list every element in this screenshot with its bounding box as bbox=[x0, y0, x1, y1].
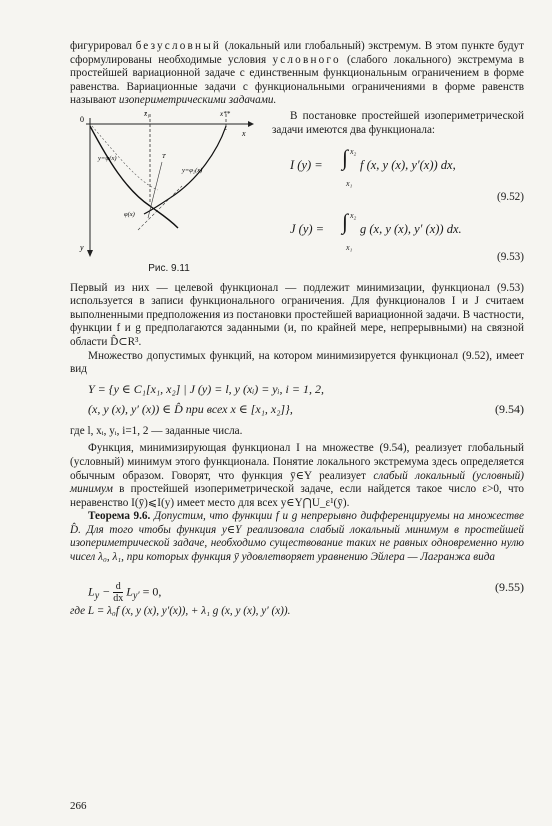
term-weak-local-min: слабый локальный (условный) минимум bbox=[70, 469, 524, 496]
label-curve-phi: y=φ₂(x) bbox=[182, 166, 203, 174]
paragraph-functionals: Первый из них — целевой функционал — подлежит минимизации, функционал (9.53) используется в записи функционального ограничения. Для функционалов I и J считаем выполненными предположения из постановки простейшей вариационной задачи. В частности, функции f и g предполагаются заданными (и, по крайней мере, непрерывными) на связной области D̂⊂R³. bbox=[70, 281, 524, 348]
euler-lagrange bbox=[88, 581, 161, 604]
formula-9-52-number-row bbox=[272, 191, 524, 207]
label-y: y bbox=[80, 242, 84, 252]
formula-9-53 bbox=[272, 211, 524, 251]
label-angle: φ(x) bbox=[124, 210, 135, 218]
page-body bbox=[70, 40, 524, 618]
fraction-denominator: dx bbox=[113, 592, 124, 604]
integral-lower: x₁ bbox=[346, 243, 353, 253]
label-xbar: x̄₁ bbox=[144, 109, 150, 118]
subscript: y′ bbox=[132, 590, 140, 602]
operator: − bbox=[99, 583, 114, 598]
text: (слабого локального) экстремума в простейшей вариационной задаче с единственным функциональным ограничением в форме равенства. Вариационные задачи с функциональными ограничениями в форме равенств называют bbox=[70, 53, 525, 107]
integral-lower: x₁ bbox=[346, 179, 353, 189]
figure-caption: Рис. 9.11 bbox=[148, 262, 190, 274]
eq-9-54-line1 bbox=[70, 381, 524, 401]
lagrangian-definition: где L = λ₀f (x, y (x), y′(x)), + λ₁ g (x, y (x), y′ (x)). bbox=[70, 604, 291, 617]
theorem-title: Теорема 9.6. bbox=[88, 510, 151, 523]
paragraph-definition bbox=[70, 442, 524, 510]
integral-upper: x₂ bbox=[350, 147, 357, 157]
subscript: y bbox=[94, 590, 100, 602]
paragraph-admissible: Множество допустимых функций, на котором минимизируется функционал (9.52), имеет вид bbox=[70, 349, 524, 376]
eq-line: (x, y (x), y′ (x)) ∈ D̂ при всех x ∈ [x₁, x₂]}, bbox=[88, 401, 293, 416]
tangent-line bbox=[138, 186, 182, 230]
equation-number: (9.55) bbox=[495, 579, 524, 594]
formula-9-52 bbox=[272, 147, 524, 191]
label-curve-psi: y=ψ(x) bbox=[98, 154, 117, 162]
intro-functionals: В постановке простейшей изопериметрической задачи имеются два функционала: bbox=[272, 109, 524, 136]
label-xstar: x** bbox=[220, 109, 231, 118]
fraction bbox=[113, 581, 123, 604]
formula-body: f (x, y (x), y′(x)) dx, bbox=[360, 158, 456, 173]
symbol: L bbox=[88, 583, 95, 598]
fraction-numerator: d bbox=[113, 581, 123, 593]
eq-line: Y = {y ∈ C₁[x₁, x₂] | J (y) = l, y (xᵢ) = yᵢ, i = 1, 2, bbox=[88, 381, 324, 396]
paragraph-given: где l, xᵢ, yᵢ, i=1, 2 — заданные числа. bbox=[70, 424, 243, 437]
text: в простейшей изопериметрической задаче, если найдется такое число ε>0, что неравенство I(ȳ)⩽I(y) имеет место для всех y∈Y⋂U_ε¹(ȳ). bbox=[70, 483, 524, 509]
integral-sign: ∫ bbox=[342, 145, 349, 171]
label-tick: T bbox=[162, 152, 166, 160]
symbol: L bbox=[123, 583, 133, 598]
right-column bbox=[268, 110, 524, 276]
equation-number: (9.54) bbox=[495, 401, 524, 416]
figure-9-11 bbox=[78, 110, 254, 260]
figure-row bbox=[70, 110, 524, 276]
integral-sign: ∫ bbox=[342, 209, 349, 235]
eq-9-55 bbox=[70, 573, 524, 603]
formula-9-53-number-row bbox=[272, 251, 524, 267]
text: фигурировал bbox=[70, 40, 132, 52]
paragraph-intro bbox=[70, 40, 524, 108]
theorem-9-6 bbox=[70, 510, 524, 564]
page-number: 266 bbox=[70, 800, 87, 812]
text: Функция, минимизирующая функционал I на множестве (9.54), реализует глобальный (условный) минимум этого функционала. Понятие локального экстремума здесь определяется обычным образом. Говорят, что функция ȳ∈Y реализует bbox=[70, 442, 524, 482]
theorem-text: Допустим, что функции f и g непрерывно дифференцируемы на множестве D̂. Для того чтобы функция y∈Y реализовала слабый локальный минимум в простейшей изопериметрической задаче, необходимо существование таких не равных одновременно нулю чисел λ₀, λ₁, при которых функция ȳ удовлетворяет уравнению Эйлера — Лагранжа вида bbox=[70, 510, 525, 564]
text: = 0, bbox=[139, 583, 162, 598]
x-axis-arrow bbox=[248, 121, 254, 127]
formula-lhs: I (y) = bbox=[290, 158, 323, 173]
equation-number: (9.53) bbox=[496, 251, 524, 264]
text: (локальный или глобальный) экстремум. В этом пункте будут сформулированы необходимые условия bbox=[70, 40, 525, 66]
formula-body: g (x, y (x), y′ (x)) dx. bbox=[360, 222, 462, 237]
figure-column bbox=[70, 110, 268, 276]
y-axis-arrow bbox=[87, 250, 93, 257]
text-spaced: условного bbox=[272, 53, 341, 66]
label-origin: 0 bbox=[80, 114, 84, 124]
equation-number: (9.52) bbox=[496, 191, 524, 204]
formula-lhs: J (y) = bbox=[290, 222, 325, 237]
eq-9-54-line2 bbox=[70, 401, 524, 421]
integral-upper: x₂ bbox=[350, 211, 357, 221]
label-x: x bbox=[242, 128, 246, 138]
term-isoperimetric: изопериметрическими задачами. bbox=[118, 94, 277, 107]
text-spaced: безусловный bbox=[135, 40, 222, 52]
